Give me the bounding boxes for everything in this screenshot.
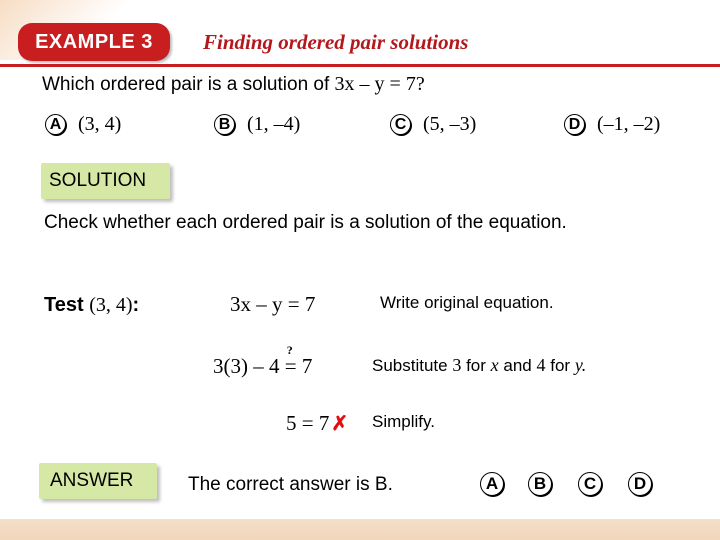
- answer-text: The correct answer is B.: [188, 474, 393, 495]
- example-badge: EXAMPLE 3: [18, 23, 170, 61]
- choice-value: (3, 4): [78, 113, 122, 135]
- note-variable: y.: [574, 355, 587, 375]
- answer-label: ANSWER: [39, 463, 157, 499]
- choice-letter: A: [45, 114, 66, 135]
- note-value: 4: [536, 355, 546, 375]
- test-pair: (3, 4): [89, 294, 133, 316]
- step-equals: =: [301, 411, 314, 435]
- step-3-note: Simplify.: [372, 412, 435, 431]
- choice-letter: C: [390, 114, 411, 135]
- step-lhs: 5: [286, 411, 297, 435]
- question-text: Which ordered pair is a solution of: [42, 74, 330, 95]
- choice-value: (5, –3): [423, 113, 477, 135]
- answer-bubble-a[interactable]: A: [480, 472, 504, 496]
- step-rhs: 7: [318, 411, 330, 435]
- choice-b[interactable]: [214, 113, 300, 136]
- step-2-note: [372, 355, 586, 376]
- note-variable: x: [490, 355, 499, 375]
- note-text: for: [550, 356, 571, 375]
- question-equals: [284, 343, 297, 379]
- note-text: for: [466, 356, 486, 375]
- note-value: 3: [452, 355, 462, 375]
- choice-c[interactable]: [390, 113, 476, 136]
- test-word: Test: [44, 294, 84, 316]
- bottom-band: [0, 519, 720, 540]
- step-equals: =: [287, 292, 300, 316]
- step-1-note: Write original equation.: [380, 293, 554, 312]
- choice-letter: D: [564, 114, 585, 135]
- step-2-equation: [213, 343, 313, 379]
- choice-value: (–1, –2): [597, 113, 661, 135]
- step-1-equation: [230, 292, 315, 317]
- step-rhs: 7: [304, 292, 316, 316]
- step-lhs: 3(3) – 4: [213, 354, 280, 378]
- question-equation: 3x – y = 7?: [334, 73, 425, 95]
- header-rule: [0, 64, 720, 67]
- step-rhs: 7: [301, 354, 313, 378]
- solution-text: Check whether each ordered pair is a solution of the equation.: [44, 212, 567, 233]
- choice-value: (1, –4): [247, 113, 301, 135]
- note-text: Substitute: [372, 356, 448, 375]
- answer-bubble-b[interactable]: B: [528, 472, 552, 496]
- page-title: Finding ordered pair solutions: [203, 30, 469, 54]
- answer-bubble-d[interactable]: D: [628, 472, 652, 496]
- note-text: and: [503, 356, 532, 375]
- choice-a[interactable]: [45, 113, 121, 136]
- choice-letter: B: [214, 114, 235, 135]
- step-3-equation: [286, 411, 348, 436]
- test-colon: :: [132, 294, 140, 316]
- step-equals: =: [284, 354, 297, 378]
- answer-bubble-c[interactable]: C: [578, 472, 602, 496]
- test-label: [44, 294, 139, 317]
- x-mark-icon: ✗: [331, 413, 349, 435]
- solution-label: SOLUTION: [41, 163, 170, 199]
- question: [42, 73, 425, 96]
- choice-d[interactable]: [564, 113, 660, 136]
- question-mark: ?: [286, 343, 293, 357]
- step-lhs: 3x – y: [230, 292, 283, 316]
